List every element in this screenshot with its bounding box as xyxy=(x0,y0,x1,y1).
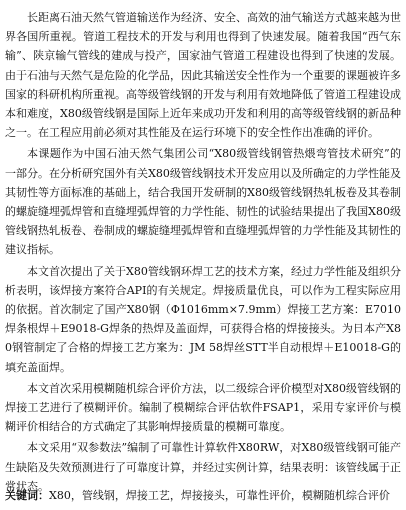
keywords-line xyxy=(5,488,401,504)
paragraph-1: 长距离石油天然气管道输送作为经济、安全、高效的油气输送方式越来越为世界各国所重视。管道工程技术的开发与利用也得到了快速发展。随着我国“西气东输”、陕京输气管线的建成与投产，国家油气管道工程建设也得到了快速的发展。由于石油与天然气是危险的化学品，因此其输送安全性作为一个重要的课题被许多国家的科研机构所重视。高等级管线钢的开发与利用有效地降低了管道工程建设成本和难度，X80级管线钢是国际上近年来成功开发和利用的高等级管线钢的新品种之一。在工程应用前必须对其性能及在运行环境下的安全性作出准确的评价。 xyxy=(5,11,401,140)
paragraph-4: 本文首次采用模糊随机综合评价方法，以二级综合评价模型对X80级管线钢的焊接工艺进行了模糊评价。编制了模糊综合评估软件FSAP1，采用专家评价与模糊评价相结合的方式确定了其影响焊接质量的模糊可靠度。 xyxy=(5,381,401,434)
keywords-text: X80，管线钢，焊接工艺，焊接接头，可靠性评价，模糊随机综合评价 xyxy=(49,489,390,502)
keywords-label: 关键词： xyxy=(5,489,49,502)
abstract-body xyxy=(5,8,401,498)
paragraph-3: 本文首次提出了关于X80管线钢环焊工艺的技术方案，经过力学性能及组织分析表明，该焊接方案符合API的有关规定。焊接质量优良，可以作为工程实际应用的依据。首次制定了国产X80钢（Φ1016mm×7.9mm）焊接工艺方案：E7010焊条根焊＋E9018-G焊条的热焊及盖面焊，可获得合格的焊接接头。为日本产X80钢管制定了合格的焊接工艺方案为：JM 58焊丝STT半自动根焊＋E10018-G的填充盖面焊。 xyxy=(5,264,401,374)
paragraph-2: 本课题作为中国石油天然气集团公司“X80级管线钢管热煨弯管技术研究”的一部分。在分析研究国外有关X80级管线钢技术开发应用以及所确定的力学性能及其韧性等方面标准的基础上，结合我国开发研制的X80级管线钢热轧板卷及其卷制的螺旋缝埋弧焊管和直缝埋弧焊管的力学性能、韧性的试验结果提出了我国X80级管线钢热轧板卷、卷制成的螺旋缝埋弧焊管和直缝埋弧焊管的力学性能及其韧性的建议指标。 xyxy=(5,147,401,257)
paragraph-5: 本文采用“双参数法”编制了可靠性计算软件X80RW，对X80级管线钢可能产生缺陷及失效预测进行了可靠度计算，并经过实例计算，结果表明：该管线属于正常状态。 xyxy=(5,441,401,493)
